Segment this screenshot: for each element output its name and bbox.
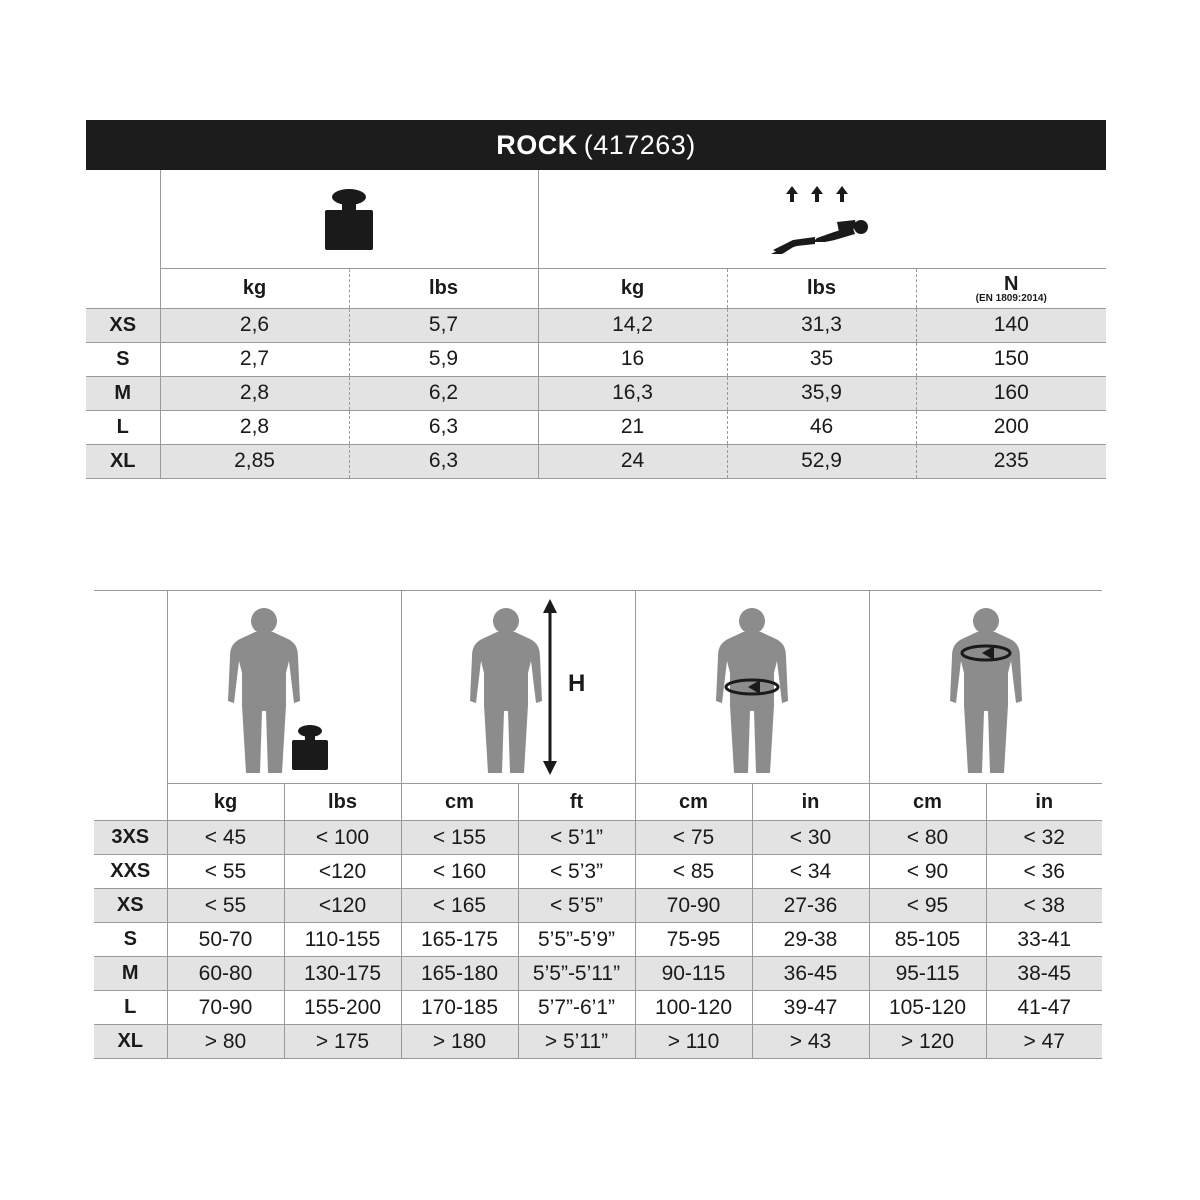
table-cell: 2,7	[160, 342, 349, 376]
table-cell: 41-47	[986, 991, 1102, 1025]
table-cell: > 43	[752, 1025, 869, 1059]
table-cell: 5’5”-5’11”	[518, 957, 635, 991]
table-cell: 105-120	[869, 991, 986, 1025]
table-cell: 31,3	[727, 308, 916, 342]
table-cell: 130-175	[284, 957, 401, 991]
table-row	[86, 410, 1106, 444]
size-label: M	[86, 376, 160, 410]
table-cell: 165-175	[401, 923, 518, 957]
size-label: XL	[94, 1025, 167, 1059]
unit-header: cm	[635, 784, 752, 821]
table-cell: 155-200	[284, 991, 401, 1025]
table-cell: 6,2	[349, 376, 538, 410]
table-cell: 24	[538, 444, 727, 478]
table-cell: > 5’11”	[518, 1025, 635, 1059]
table-cell: < 55	[167, 855, 284, 889]
table-row	[86, 342, 1106, 376]
table-cell: < 55	[167, 889, 284, 923]
unit-header-newton	[916, 268, 1106, 308]
table-cell: 100-120	[635, 991, 752, 1025]
newton-label: N	[1004, 272, 1019, 295]
unit-header: kg	[538, 268, 727, 308]
body-weight-cell	[167, 591, 401, 784]
table-cell: < 5’5”	[518, 889, 635, 923]
table-cell: < 165	[401, 889, 518, 923]
product-banner	[86, 120, 1106, 170]
body-height-cell	[401, 591, 635, 784]
table-cell: 150	[916, 342, 1106, 376]
table-cell: 95-115	[869, 957, 986, 991]
table-cell: 6,3	[349, 410, 538, 444]
table-cell: 235	[916, 444, 1106, 478]
size-label: L	[86, 410, 160, 444]
table-cell: <120	[284, 889, 401, 923]
table-cell: <120	[284, 855, 401, 889]
table-cell: < 80	[869, 821, 986, 855]
weight-header-cell	[160, 170, 538, 268]
product-code: (417263)	[583, 130, 696, 160]
table-cell: 39-47	[752, 991, 869, 1025]
table-cell: < 45	[167, 821, 284, 855]
table-row	[86, 308, 1106, 342]
table-cell: 2,6	[160, 308, 349, 342]
table-cell: < 95	[869, 889, 986, 923]
table-row	[86, 376, 1106, 410]
table-cell: < 90	[869, 855, 986, 889]
table-cell: 170-185	[401, 991, 518, 1025]
table-row	[94, 889, 1102, 923]
table-cell: > 110	[635, 1025, 752, 1059]
size-label: XL	[86, 444, 160, 478]
table-cell: > 80	[167, 1025, 284, 1059]
size-label: XS	[94, 889, 167, 923]
table-cell: 16,3	[538, 376, 727, 410]
table-cell: 33-41	[986, 923, 1102, 957]
product-name: ROCK	[496, 130, 578, 160]
body-height-icon	[448, 597, 588, 777]
chest-icon	[916, 597, 1056, 777]
table-cell: 46	[727, 410, 916, 444]
table-cell: 85-105	[869, 923, 986, 957]
size-label: 3XS	[94, 821, 167, 855]
waist-cell	[635, 591, 869, 784]
table-cell: 21	[538, 410, 727, 444]
table-cell: 5,7	[349, 308, 538, 342]
size-label: M	[94, 957, 167, 991]
table-cell: 140	[916, 308, 1106, 342]
diver-buoyancy-icon	[767, 184, 877, 254]
table-cell: < 100	[284, 821, 401, 855]
table-cell: 38-45	[986, 957, 1102, 991]
table-cell: 50-70	[167, 923, 284, 957]
unit-header: in	[986, 784, 1102, 821]
table-cell: 16	[538, 342, 727, 376]
table-row	[94, 957, 1102, 991]
body-weight-icon	[214, 597, 354, 777]
table-cell: < 160	[401, 855, 518, 889]
unit-header: lbs	[349, 268, 538, 308]
table-cell: 70-90	[167, 991, 284, 1025]
height-label: H	[568, 670, 586, 697]
size-label: XS	[86, 308, 160, 342]
table-cell: < 36	[986, 855, 1102, 889]
table-cell: 110-155	[284, 923, 401, 957]
table-row	[94, 821, 1102, 855]
size-chart-table	[94, 590, 1102, 1059]
table-cell: < 155	[401, 821, 518, 855]
corner-blank	[86, 170, 160, 268]
table-row	[94, 923, 1102, 957]
table-cell: 5,9	[349, 342, 538, 376]
buoyancy-table	[86, 120, 1106, 479]
table-cell: > 180	[401, 1025, 518, 1059]
table-row	[94, 855, 1102, 889]
unit-header: cm	[869, 784, 986, 821]
table-cell: < 5’1”	[518, 821, 635, 855]
table-cell: 75-95	[635, 923, 752, 957]
table-cell: < 30	[752, 821, 869, 855]
size-label: L	[94, 991, 167, 1025]
table-cell: 2,85	[160, 444, 349, 478]
table-row	[86, 444, 1106, 478]
unit-header: in	[752, 784, 869, 821]
table-cell: < 5’3”	[518, 855, 635, 889]
buoyancy-header-cell	[538, 170, 1106, 268]
table-cell: 90-115	[635, 957, 752, 991]
table-cell: 70-90	[635, 889, 752, 923]
weight-icon	[319, 184, 379, 254]
table-cell: 52,9	[727, 444, 916, 478]
table-cell: 14,2	[538, 308, 727, 342]
table-cell: 200	[916, 410, 1106, 444]
table-cell: 35,9	[727, 376, 916, 410]
table-cell: > 120	[869, 1025, 986, 1059]
newton-standard: (EN 1809:2014)	[975, 292, 1047, 304]
table-cell: 5’7”-6’1”	[518, 991, 635, 1025]
table-cell: 35	[727, 342, 916, 376]
table-row	[94, 1025, 1102, 1059]
table-cell: 2,8	[160, 376, 349, 410]
table-cell: < 38	[986, 889, 1102, 923]
waist-icon	[682, 597, 822, 777]
table-cell: 160	[916, 376, 1106, 410]
table-cell: 2,8	[160, 410, 349, 444]
table-cell: 6,3	[349, 444, 538, 478]
size-label: S	[94, 923, 167, 957]
unit-header: kg	[160, 268, 349, 308]
table-cell: 27-36	[752, 889, 869, 923]
table-row	[94, 991, 1102, 1025]
table-cell: < 32	[986, 821, 1102, 855]
table-cell: < 85	[635, 855, 752, 889]
table-cell: 5’5”-5’9”	[518, 923, 635, 957]
unit-header: kg	[167, 784, 284, 821]
chest-cell	[869, 591, 1102, 784]
table-cell: > 175	[284, 1025, 401, 1059]
table-cell: < 34	[752, 855, 869, 889]
table-cell: 29-38	[752, 923, 869, 957]
table-cell: 60-80	[167, 957, 284, 991]
unit-header: lbs	[284, 784, 401, 821]
table-cell: > 47	[986, 1025, 1102, 1059]
unit-header: cm	[401, 784, 518, 821]
table-cell: < 75	[635, 821, 752, 855]
size-label: S	[86, 342, 160, 376]
table-cell: 36-45	[752, 957, 869, 991]
unit-header: lbs	[727, 268, 916, 308]
unit-header: ft	[518, 784, 635, 821]
table-cell: 165-180	[401, 957, 518, 991]
size-label: XXS	[94, 855, 167, 889]
